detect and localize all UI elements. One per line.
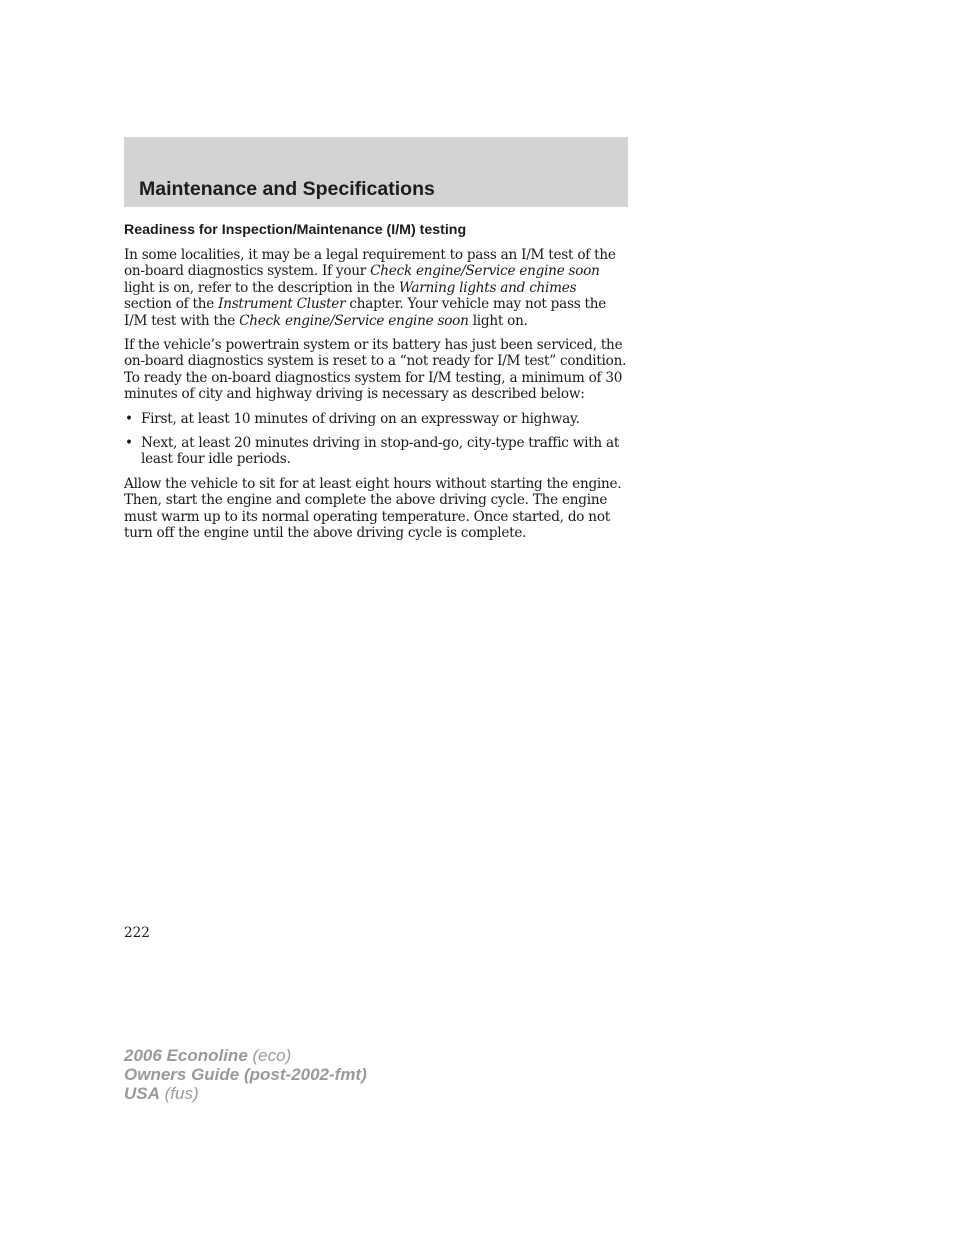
paragraph-intro bbox=[124, 247, 628, 329]
bullet-icon: • bbox=[125, 435, 133, 452]
text-run: light is on, refer to the description in the bbox=[124, 279, 399, 296]
section-title: Maintenance and Specifications bbox=[139, 178, 435, 200]
subsection-heading: Readiness for Inspection/Maintenance (I/M) testing bbox=[124, 222, 467, 238]
footer-line bbox=[124, 1046, 367, 1065]
footer-market-code: (fus) bbox=[164, 1084, 199, 1103]
text-run: section of the bbox=[124, 296, 219, 313]
text-run: chapter. Your vehicle may not pass the I/M test with the bbox=[124, 296, 607, 329]
footer-line bbox=[124, 1065, 367, 1084]
paragraph-procedure: Allow the vehicle to sit for at least eight hours without starting the engine. Then, start the engine and complete the above driving cycle. The engine must warm up to its normal operating temperature. Once started, do not turn off the engine until the above driving cycle is complete. bbox=[124, 475, 622, 542]
list-item-text: First, at least 10 minutes of driving on an expressway or highway. bbox=[141, 410, 580, 427]
footer-model-code: (eco) bbox=[252, 1046, 292, 1065]
footer-guide: Owners Guide (post-2002-fmt) bbox=[124, 1065, 367, 1084]
term-instrument-cluster: Instrument Cluster bbox=[218, 296, 346, 313]
text-run: light on. bbox=[468, 312, 528, 329]
footer-line bbox=[124, 1084, 367, 1103]
page-content bbox=[124, 220, 628, 550]
footer-model: 2006 Econoline bbox=[124, 1046, 248, 1065]
term-check-engine: Check engine/Service engine soon bbox=[239, 312, 469, 329]
document-footer bbox=[124, 1046, 367, 1103]
term-check-engine: Check engine/Service engine soon bbox=[370, 263, 600, 280]
bullet-icon: • bbox=[125, 410, 133, 427]
section-header-band bbox=[124, 137, 628, 207]
footer-market: USA bbox=[124, 1084, 160, 1103]
page-number: 222 bbox=[124, 925, 150, 941]
paragraph-reset: If the vehicle’s powertrain system or its battery has just been serviced, the on-board diagnostics system is reset to a “not ready for I/M test” condition. To ready the on-board diagnostics system for I/M testing, a minimum of 30 minutes of city and highway driving is necessary as described below: bbox=[124, 337, 627, 403]
list-item bbox=[124, 411, 628, 427]
text-run: In some localities, it may be a legal requirement to pass an I/M test of the on-board diagnostics system. If your bbox=[124, 247, 616, 280]
list-item-text: Next, at least 20 minutes driving in stop-and-go, city-type traffic with at least four idle periods. bbox=[141, 435, 620, 468]
term-warning-lights: Warning lights and chimes bbox=[398, 279, 577, 296]
bullet-list bbox=[124, 411, 628, 468]
list-item bbox=[124, 435, 628, 468]
